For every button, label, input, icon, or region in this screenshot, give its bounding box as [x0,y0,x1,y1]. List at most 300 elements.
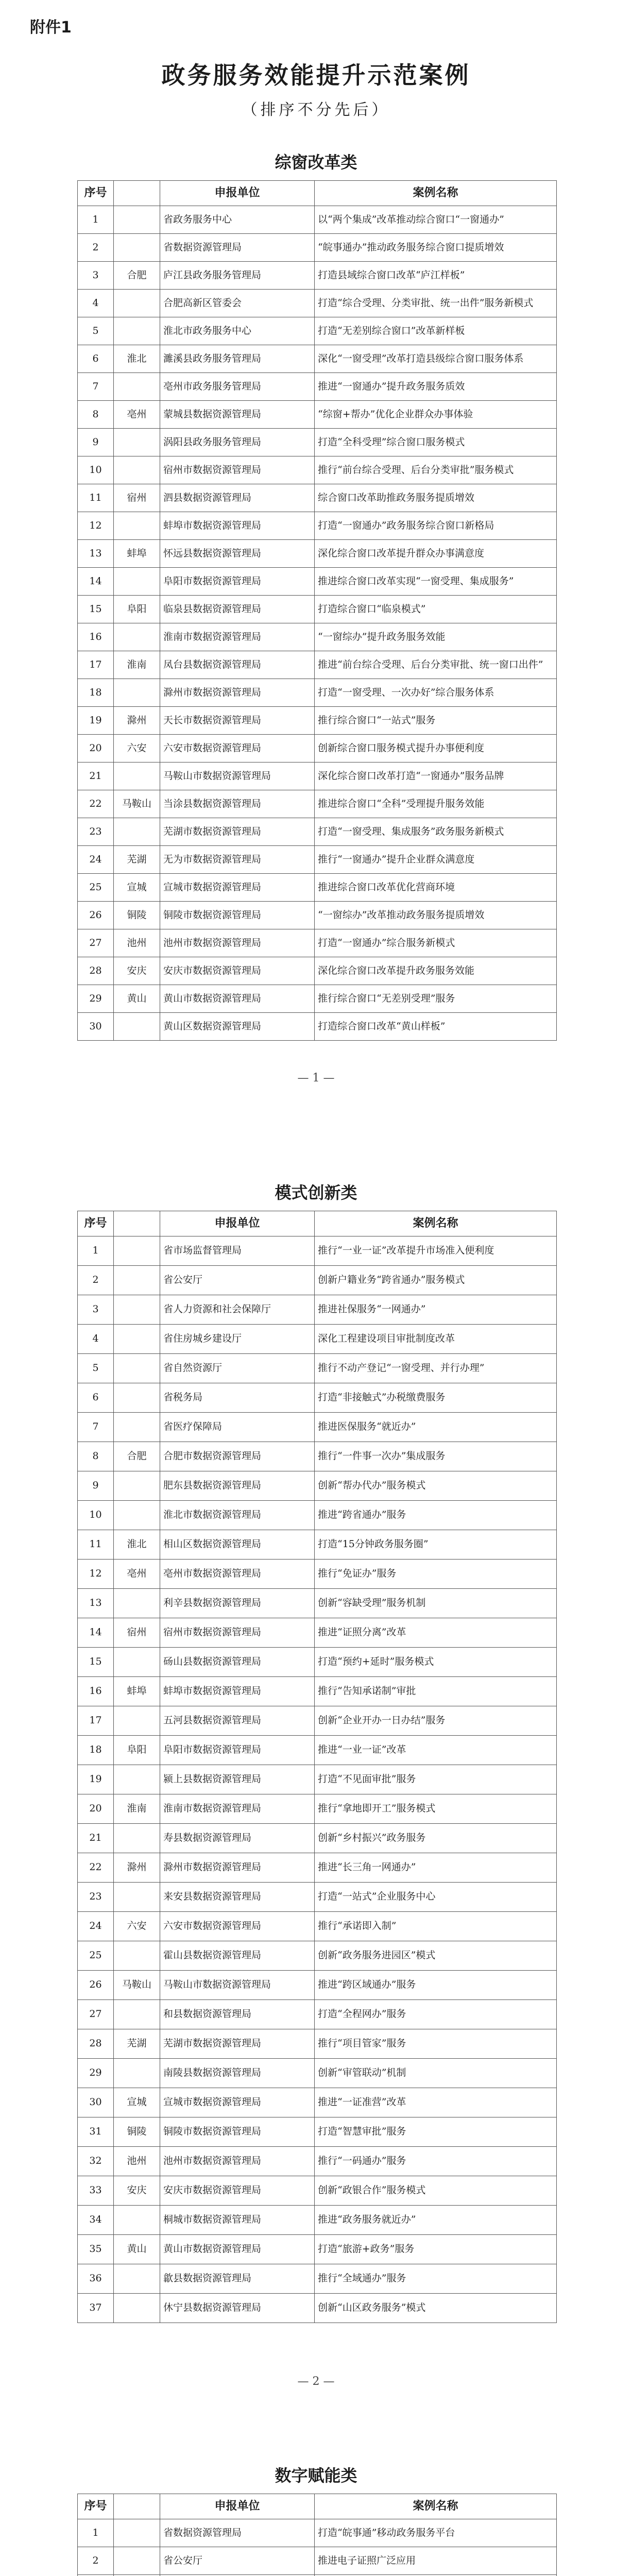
cell-unit: 颍上县数据资源管理局 [160,1765,315,1794]
table-row [78,262,557,290]
cell-seq: 29 [78,985,114,1013]
cell-case: 推行“告知承诺制”审批 [315,1677,557,1706]
cell-city: 芜湖 [114,2029,160,2059]
cell-city [114,762,160,790]
cell-seq: 3 [78,262,114,290]
table-header-row [78,2494,557,2519]
cell-seq: 26 [78,902,114,929]
cell-seq: 26 [78,1971,114,2000]
cell-city: 铜陵 [114,2117,160,2147]
table-header-row [78,181,557,206]
attachment-label: 附件1 [30,19,72,37]
cell-case: 创新“政务服务进园区”模式 [315,1941,557,1971]
table-row [78,206,557,234]
cell-seq: 37 [78,2294,114,2323]
cell-unit: 芜湖市数据资源管理局 [160,818,315,846]
cell-seq: 4 [78,290,114,317]
cell-case: 推进“一业一证”改革 [315,1736,557,1765]
table-row [78,2547,557,2575]
cell-case: 打造“一站式”企业服务中心 [315,1883,557,1912]
cell-case: 打造“一窗受理、一次办好”综合服务体系 [315,679,557,707]
table-row [78,1736,557,1765]
cell-city [114,1383,160,1413]
cell-unit: 蚌埠市数据资源管理局 [160,1677,315,1706]
cell-unit: 当涂县数据资源管理局 [160,790,315,818]
cell-city [114,2000,160,2029]
cell-case: 打造县域综合窗口改革“庐江样板” [315,262,557,290]
cell-case: “皖事通办”推动政务服务综合窗口提质增效 [315,234,557,262]
cell-case: 推进“一证准营”改革 [315,2088,557,2117]
cell-case: 深化综合窗口改革打造“一窗通办”服务品牌 [315,762,557,790]
cell-unit: 肥东县数据资源管理局 [160,1471,315,1501]
cell-city: 六安 [114,735,160,762]
table-row [78,762,557,790]
cell-city [114,2547,160,2575]
cell-seq: 29 [78,2059,114,2088]
table-row [78,317,557,345]
header-seq: 序号 [78,1211,114,1236]
cell-case: 推行“拿地即开工”服务模式 [315,1794,557,1824]
table-row [78,1648,557,1677]
cell-seq: 5 [78,1354,114,1383]
table-row [78,456,557,484]
cell-seq: 12 [78,512,114,540]
table-row [78,957,557,985]
cell-city: 淮南 [114,1794,160,1824]
cell-city [114,1648,160,1677]
table-row [78,2029,557,2059]
cell-case: 打造“预约+延时”服务模式 [315,1648,557,1677]
page-title: 政务服务效能提升示范案例 [161,61,471,89]
cell-seq: 22 [78,790,114,818]
cell-city: 蚌埠 [114,1677,160,1706]
cell-case: 推进“前台综合受理、后台分类审批、统一窗口出件” [315,651,557,679]
cell-seq: 5 [78,317,114,345]
cell-city: 淮北 [114,1530,160,1560]
table-row [78,1941,557,1971]
cell-seq: 13 [78,1589,114,1618]
cell-unit: 五河县数据资源管理局 [160,1706,315,1736]
table-row [78,929,557,957]
cell-city [114,2264,160,2294]
cell-unit: 池州市数据资源管理局 [160,2147,315,2176]
header-unit: 申报单位 [160,181,315,206]
page-number: — 2 — [297,2375,335,2388]
table-row [78,1471,557,1501]
table-row [78,1325,557,1354]
cell-case: 推进“证照分离”改革 [315,1618,557,1648]
table-row [78,2059,557,2088]
cell-city [114,568,160,596]
page-number: — 1 — [297,1072,335,1084]
table-row [78,1501,557,1530]
table-row [78,2088,557,2117]
cell-city [114,2059,160,2088]
cell-seq: 10 [78,456,114,484]
cell-unit: 省税务局 [160,1383,315,1413]
cell-unit: 涡阳县政务服务管理局 [160,429,315,456]
cell-seq: 6 [78,345,114,373]
cell-city: 安庆 [114,2176,160,2206]
cell-seq: 16 [78,1677,114,1706]
cell-case: 推进“跨省通办”服务 [315,1501,557,1530]
cell-unit: 宣城市数据资源管理局 [160,2088,315,2117]
cell-city: 池州 [114,929,160,957]
cell-unit: 铜陵市数据资源管理局 [160,902,315,929]
cell-seq: 16 [78,623,114,651]
cell-unit: 省住房城乡建设厅 [160,1325,315,1354]
cell-case: 推进“一窗通办”提升政务服务质效 [315,373,557,401]
table-row [78,1236,557,1266]
cell-seq: 7 [78,373,114,401]
cell-case: 综合窗口改革助推政务服务提质增效 [315,484,557,512]
cell-unit: 安庆市数据资源管理局 [160,2176,315,2206]
table-row [78,1794,557,1824]
table-row [78,707,557,735]
cell-unit: 泗县数据资源管理局 [160,484,315,512]
table-row [78,2147,557,2176]
section-table [77,180,557,1041]
cell-unit: 黄山区数据资源管理局 [160,1013,315,1041]
table-row [78,429,557,456]
table-row [78,735,557,762]
cell-seq: 1 [78,1236,114,1266]
cell-seq: 3 [78,1295,114,1325]
cell-city [114,1706,160,1736]
cell-case: 推行综合窗口“无差别受理”服务 [315,985,557,1013]
cell-city [114,1295,160,1325]
cell-unit: 淮南市数据资源管理局 [160,623,315,651]
cell-case: 打造综合窗口改革“黄山样板” [315,1013,557,1041]
cell-city [114,234,160,262]
cell-seq: 31 [78,2117,114,2147]
cell-case: “一窗综办”提升政务服务效能 [315,623,557,651]
header-case: 案例名称 [315,1211,557,1236]
cell-seq: 25 [78,1941,114,1971]
cell-case: 创新“企业开办一日办结”服务 [315,1706,557,1736]
table-row [78,1677,557,1706]
cell-seq: 20 [78,1794,114,1824]
cell-seq: 11 [78,1530,114,1560]
cell-seq: 17 [78,1706,114,1736]
cell-city [114,1471,160,1501]
cell-city [114,1325,160,1354]
table-row [78,1413,557,1442]
table-row [78,1442,557,1471]
cell-case: 打造“全科受理”综合窗口服务模式 [315,429,557,456]
cell-case: 打造“一窗通办”综合服务新模式 [315,929,557,957]
cell-unit: 省公安厅 [160,2547,315,2575]
cell-unit: 芜湖市数据资源管理局 [160,2029,315,2059]
cell-seq: 13 [78,540,114,568]
cell-city: 合肥 [114,1442,160,1471]
cell-unit: 淮南市数据资源管理局 [160,1794,315,1824]
cell-city [114,1589,160,1618]
cell-city: 合肥 [114,262,160,290]
cell-unit: 省医疗保障局 [160,1413,315,1442]
cell-city [114,1413,160,1442]
cell-city: 蚌埠 [114,540,160,568]
cell-city [114,818,160,846]
cell-seq: 32 [78,2147,114,2176]
cell-city [114,1824,160,1853]
cell-city [114,1236,160,1266]
cell-seq: 11 [78,484,114,512]
cell-case: 打造“皖事通”移动政务服务平台 [315,2519,557,2547]
cell-city: 芜湖 [114,846,160,874]
cell-city: 淮南 [114,651,160,679]
table-row [78,540,557,568]
cell-city: 宣城 [114,2088,160,2117]
cell-city: 宿州 [114,1618,160,1648]
table-row [78,2000,557,2029]
cell-unit: 黄山市数据资源管理局 [160,985,315,1013]
cell-case: 打造“不见面审批”服务 [315,1765,557,1794]
cell-city [114,2294,160,2323]
cell-unit: 马鞍山市数据资源管理局 [160,762,315,790]
cell-case: 推进“长三角一网通办” [315,1853,557,1883]
cell-city [114,1501,160,1530]
cell-seq: 30 [78,1013,114,1041]
cell-city [114,317,160,345]
table-row [78,679,557,707]
cell-unit: 马鞍山市数据资源管理局 [160,1971,315,2000]
table-row [78,1765,557,1794]
cell-unit: 庐江县政务服务管理局 [160,262,315,290]
cell-seq: 15 [78,596,114,623]
cell-city: 阜阳 [114,596,160,623]
cell-seq: 36 [78,2264,114,2294]
header-city [114,2494,160,2519]
cell-case: 推行“一业一证”改革提升市场准入便利度 [315,1236,557,1266]
cell-unit: 寿县数据资源管理局 [160,1824,315,1853]
cell-unit: 临泉县数据资源管理局 [160,596,315,623]
cell-city: 宣城 [114,874,160,902]
cell-seq: 28 [78,957,114,985]
cell-unit: 省人力资源和社会保障厅 [160,1295,315,1325]
section-table [77,2494,557,2576]
cell-unit: 六安市数据资源管理局 [160,735,315,762]
section-title: 数字赋能类 [275,2466,357,2485]
table-row [78,2176,557,2206]
cell-city [114,1765,160,1794]
table-row [78,1560,557,1589]
cell-case: 推行不动产登记“一窗受理、并行办理” [315,1354,557,1383]
table-row [78,234,557,262]
cell-city: 滁州 [114,707,160,735]
cell-case: 深化综合窗口改革提升政务服务效能 [315,957,557,985]
cell-seq: 19 [78,707,114,735]
cell-seq: 24 [78,1912,114,1941]
table-row [78,1706,557,1736]
cell-unit: 滁州市数据资源管理局 [160,679,315,707]
table-row [78,1266,557,1295]
cell-case: 推行“前台综合受理、后台分类审批”服务模式 [315,456,557,484]
cell-unit: 省数据资源管理局 [160,2519,315,2547]
cell-city: 铜陵 [114,902,160,929]
cell-seq: 20 [78,735,114,762]
cell-unit: 亳州市数据资源管理局 [160,1560,315,1589]
cell-city [114,2206,160,2235]
cell-unit: 来安县数据资源管理局 [160,1883,315,1912]
table-row [78,2294,557,2323]
section-title: 综窗改革类 [275,152,357,172]
table-row [78,1618,557,1648]
table-row [78,1013,557,1041]
cell-case: 创新“山区政务服务”模式 [315,2294,557,2323]
cell-case: 推进综合窗口改革实现“一窗受理、集成服务” [315,568,557,596]
cell-seq: 23 [78,1883,114,1912]
cell-case: 推进社保服务“一网通办” [315,1295,557,1325]
cell-city: 马鞍山 [114,1971,160,2000]
cell-seq: 33 [78,2176,114,2206]
cell-city [114,679,160,707]
table-row [78,790,557,818]
table-row [78,1912,557,1941]
cell-case: 推进综合窗口改革优化营商环境 [315,874,557,902]
cell-unit: 铜陵市数据资源管理局 [160,2117,315,2147]
header-case: 案例名称 [315,181,557,206]
cell-unit: 蚌埠市数据资源管理局 [160,512,315,540]
header-city [114,1211,160,1236]
cell-city: 亳州 [114,401,160,429]
table-row [78,1383,557,1413]
cell-seq: 18 [78,679,114,707]
cell-case: 推进“政务服务就近办” [315,2206,557,2235]
cell-seq: 35 [78,2235,114,2264]
cell-case: 打造“全程网办”服务 [315,2000,557,2029]
cell-unit: 合肥市数据资源管理局 [160,1442,315,1471]
cell-seq: 2 [78,234,114,262]
table-row [78,1853,557,1883]
table-row [78,401,557,429]
cell-unit: 凤台县数据资源管理局 [160,651,315,679]
cell-case: “一窗综办”改革推动政务服务提质增效 [315,902,557,929]
cell-city [114,512,160,540]
table-row [78,2206,557,2235]
cell-city [114,290,160,317]
cell-city [114,1354,160,1383]
cell-unit: 六安市数据资源管理局 [160,1912,315,1941]
cell-unit: 濉溪县政务服务管理局 [160,345,315,373]
table-row [78,596,557,623]
cell-seq: 8 [78,401,114,429]
section-table [77,1211,557,2323]
cell-seq: 2 [78,2547,114,2575]
cell-seq: 12 [78,1560,114,1589]
cell-city [114,623,160,651]
cell-city: 六安 [114,1912,160,1941]
cell-seq: 28 [78,2029,114,2059]
cell-seq: 34 [78,2206,114,2235]
cell-seq: 27 [78,929,114,957]
cell-unit: 霍山县数据资源管理局 [160,1941,315,1971]
cell-seq: 24 [78,846,114,874]
cell-case: 打造“15分钟政务服务圈” [315,1530,557,1560]
cell-unit: 歙县数据资源管理局 [160,2264,315,2294]
cell-case: 推行“一码通办”服务 [315,2147,557,2176]
cell-case: 打造“旅游+政务”服务 [315,2235,557,2264]
cell-seq: 18 [78,1736,114,1765]
cell-unit: 省市场监督管理局 [160,1236,315,1266]
cell-unit: 天长市数据资源管理局 [160,707,315,735]
header-seq: 序号 [78,2494,114,2519]
table-row [78,2264,557,2294]
table-row [78,345,557,373]
cell-seq: 15 [78,1648,114,1677]
cell-unit: 淮北市数据资源管理局 [160,1501,315,1530]
table-row [78,2117,557,2147]
cell-unit: 阜阳市数据资源管理局 [160,568,315,596]
cell-city: 宿州 [114,484,160,512]
cell-unit: 南陵县数据资源管理局 [160,2059,315,2088]
section-title: 模式创新类 [275,1183,357,1202]
cell-unit: 无为市数据资源管理局 [160,846,315,874]
cell-unit: 淮北市政务服务中心 [160,317,315,345]
cell-unit: 怀远县数据资源管理局 [160,540,315,568]
cell-seq: 19 [78,1765,114,1794]
table-row [78,1354,557,1383]
cell-case: 创新“容缺受理”服务机制 [315,1589,557,1618]
cell-case: 推行综合窗口“一站式”服务 [315,707,557,735]
cell-city: 淮北 [114,345,160,373]
cell-unit: 休宁县数据资源管理局 [160,2294,315,2323]
cell-case: 创新“政银合作”服务模式 [315,2176,557,2206]
table-row [78,985,557,1013]
cell-case: 创新综合窗口服务模式提升办事便利度 [315,735,557,762]
cell-seq: 27 [78,2000,114,2029]
cell-unit: 省公安厅 [160,1266,315,1295]
header-city [114,181,160,206]
header-unit: 申报单位 [160,1211,315,1236]
cell-unit: 合肥高新区管委会 [160,290,315,317]
table-header-row [78,1211,557,1236]
cell-case: 推行“全域通办”服务 [315,2264,557,2294]
table-row [78,874,557,902]
cell-city [114,429,160,456]
table-row [78,1971,557,2000]
cell-case: 以“两个集成”改革推动综合窗口“一窗通办” [315,206,557,234]
cell-unit: 亳州市政务服务管理局 [160,373,315,401]
cell-city: 黄山 [114,985,160,1013]
cell-city: 亳州 [114,1560,160,1589]
cell-unit: 池州市数据资源管理局 [160,929,315,957]
cell-seq: 17 [78,651,114,679]
cell-unit: 省自然资源厅 [160,1354,315,1383]
cell-seq: 1 [78,206,114,234]
cell-city [114,456,160,484]
cell-unit: 蒙城县数据资源管理局 [160,401,315,429]
table-row [78,1530,557,1560]
cell-case: 深化工程建设项目审批制度改革 [315,1325,557,1354]
cell-seq: 21 [78,1824,114,1853]
cell-unit: 相山区数据资源管理局 [160,1530,315,1560]
cell-case: 打造“一窗受理、集成服务”政务服务新模式 [315,818,557,846]
cell-city [114,206,160,234]
cell-case: 打造“无差别综合窗口”改革新样板 [315,317,557,345]
cell-case: 推行“免证办”服务 [315,1560,557,1589]
cell-seq: 2 [78,1266,114,1295]
cell-seq: 14 [78,1618,114,1648]
cell-case: 推行“一件事一次办”集成服务 [315,1442,557,1471]
cell-city [114,1883,160,1912]
cell-case: 深化“一窗受理”改革打造县级综合窗口服务体系 [315,345,557,373]
cell-seq: 9 [78,1471,114,1501]
cell-case: 打造综合窗口“临泉模式” [315,596,557,623]
cell-city [114,2519,160,2547]
cell-seq: 25 [78,874,114,902]
table-row [78,818,557,846]
